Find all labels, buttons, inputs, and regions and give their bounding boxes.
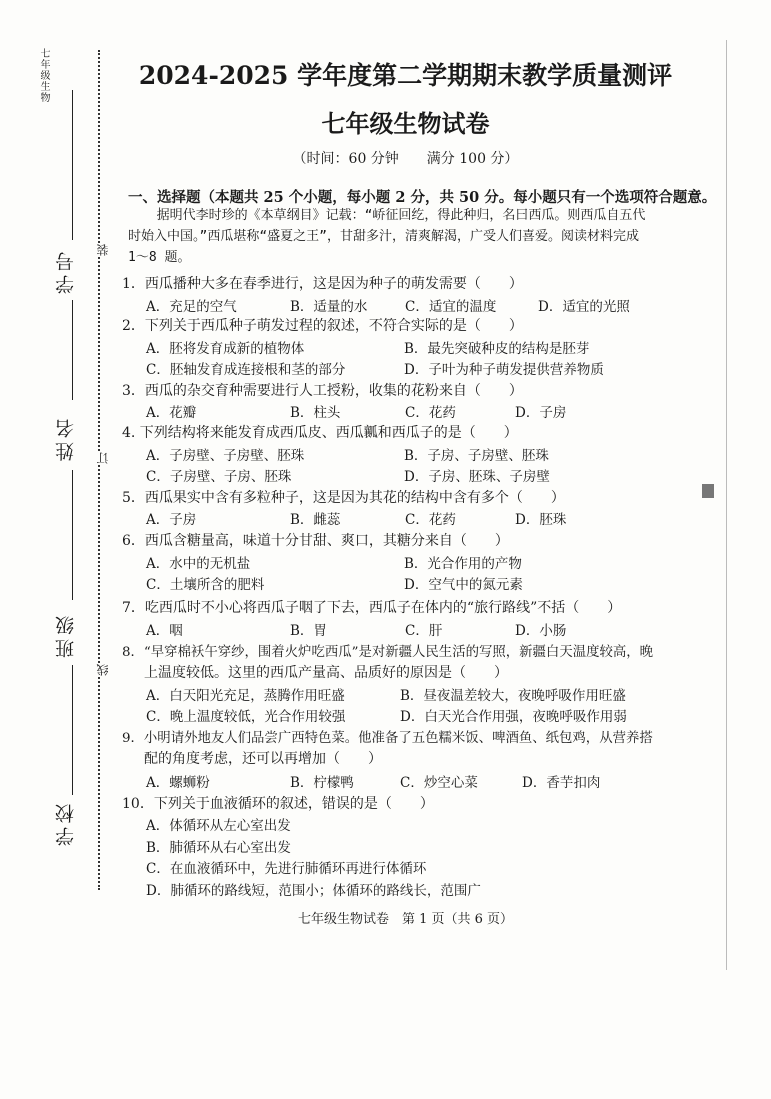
margin-subject-tag: 七年级生物 — [38, 48, 49, 103]
scan-mark — [702, 484, 714, 498]
question-stem: 9．小明请外地友人们品尝广西特色菜。他准备了五色糯米饭、啤酒鱼、纸包鸡，从营养搭 — [122, 731, 653, 746]
exam-title: 2024-2025 学年度第二学期期末教学质量测评 — [138, 61, 673, 90]
question-stem: 10．下列关于血液循环的叙述，错误的是（ ） — [122, 796, 434, 812]
question-stem: 6．西瓜含糖量高，味道十分甘甜、爽口，其糖分来自（ ） — [122, 533, 509, 549]
option: C．适宜的温度 — [405, 299, 497, 315]
option: C．胚轴发育成连接根和茎的部分 — [146, 362, 346, 378]
school-line — [72, 665, 73, 795]
option: B．光合作用的产物 — [404, 556, 522, 572]
option: A．充足的空气 — [146, 299, 237, 315]
question-stem: 8．“早穿棉袄午穿纱，围着火炉吃西瓜”是对新疆人民生活的写照，新疆白天温度较高，晚 — [122, 645, 654, 660]
page-footer: 七年级生物试卷 第 1 页（共 6 页） — [297, 912, 514, 927]
option: A．花瓣 — [146, 405, 197, 421]
option: B．昼夜温差较大，夜晚呼吸作用旺盛 — [400, 688, 626, 704]
question-stem: 4. 下列结构将来能发育成西瓜皮、西瓜瓤和西瓜子的是（ ） — [122, 425, 518, 441]
option: D．白天光合作用强，夜晚呼吸作用弱 — [400, 709, 627, 725]
option: C．子房壁、子房、胚珠 — [146, 469, 292, 485]
option: A．螺蛳粉 — [146, 775, 210, 791]
binding-char-xian: 线 — [96, 664, 110, 676]
option: A．体循环从左心室出发 — [146, 818, 291, 834]
option: C．晚上温度较低，光合作用较强 — [146, 709, 346, 725]
option: B．胃 — [290, 623, 327, 639]
option: A．子房 — [146, 512, 197, 528]
option: C．土壤所含的肥料 — [146, 577, 265, 593]
question-stem: 1．西瓜播种大多在春季进行，这是因为种子的萌发需要（ ） — [122, 276, 523, 292]
binding-char-zhuang: 装 — [96, 244, 110, 256]
option: D．胚珠 — [515, 512, 567, 528]
question-stem-continued: 配的角度考虑，还可以再增加（ ） — [144, 751, 382, 767]
name-line — [72, 300, 73, 400]
class-line — [72, 470, 73, 600]
question-stem: 2．下列关于西瓜种子萌发过程的叙述，不符合实际的是（ ） — [122, 318, 523, 334]
option: B．最先突破种皮的结构是胚芽 — [404, 341, 590, 357]
option: D．香芋扣肉 — [522, 775, 601, 791]
option: B．雌蕊 — [290, 512, 341, 528]
option: C．在血液循环中，先进行肺循环再进行体循环 — [146, 861, 427, 877]
binding-char-ding: 订 — [96, 452, 110, 464]
binding-dotted-line — [98, 50, 100, 890]
reading-material: 据明代李时珍的《本草纲目》记载：“峤征回纥，得此种归，名曰西瓜。则西瓜自五代时始入中国。”西瓜堪称“盛夏之王”，甘甜多汁，清爽解渴，广受人们喜爱。阅读材料完成 1～8 题。 — [128, 208, 646, 265]
option: B．柠檬鸭 — [290, 775, 354, 791]
exam-subtitle: 七年级生物试卷 — [321, 109, 490, 138]
name-label: 姓名 — [55, 415, 77, 461]
section-heading: 一、选择题（本题共 25 个小题，每小题 2 分，共 50 分。每小题只有一个选项符合题意。 — [128, 189, 717, 206]
question-stem: 3．西瓜的杂交育种需要进行人工授粉，收集的花粉来自（ ） — [122, 383, 523, 399]
option: D．子房 — [515, 405, 567, 421]
exam-meta: （时间：60 分钟 满分 100 分） — [292, 151, 519, 167]
option: B．适量的水 — [290, 299, 368, 315]
option: B．肺循环从右心室出发 — [146, 840, 291, 856]
question-stem: 7．吃西瓜时不小心将西瓜子咽了下去，西瓜子在体内的“旅行路线”不括（ ） — [122, 600, 622, 616]
option: D．空气中的氮元素 — [404, 577, 523, 593]
option: B．子房、子房壁、胚珠 — [404, 448, 549, 464]
option: C．花药 — [405, 405, 456, 421]
option: C．花药 — [405, 512, 456, 528]
option: D．子叶为种子萌发提供营养物质 — [404, 362, 604, 378]
question-stem-continued: 上温度较低。这里的西瓜产量高、品质好的原因是（ ） — [144, 665, 508, 681]
option: C．肝 — [405, 623, 443, 639]
option: A．水中的无机盐 — [146, 556, 251, 572]
option: B．柱头 — [290, 405, 341, 421]
option: C．炒空心菜 — [400, 775, 478, 791]
question-stem: 5．西瓜果实中含有多粒种子，这是因为其花的结构中含有多个（ ） — [122, 490, 565, 506]
option: A．子房壁、子房壁、胚珠 — [146, 448, 305, 464]
id-label: 学号 — [55, 248, 77, 294]
option: A．白天阳光充足，蒸腾作用旺盛 — [146, 688, 345, 704]
option: D．肺循环的路线短，范围小；体循环的路线长，范围广 — [146, 883, 481, 899]
option: A．咽 — [146, 623, 183, 639]
school-label: 学校 — [55, 800, 77, 846]
option: D．子房、胚珠、子房壁 — [404, 469, 550, 485]
option: D．适宜的光照 — [538, 299, 630, 315]
option: A．胚将发育成新的植物体 — [146, 341, 305, 357]
right-edge-line — [726, 40, 727, 970]
option: D．小肠 — [515, 623, 567, 639]
class-label: 班级 — [55, 612, 77, 658]
